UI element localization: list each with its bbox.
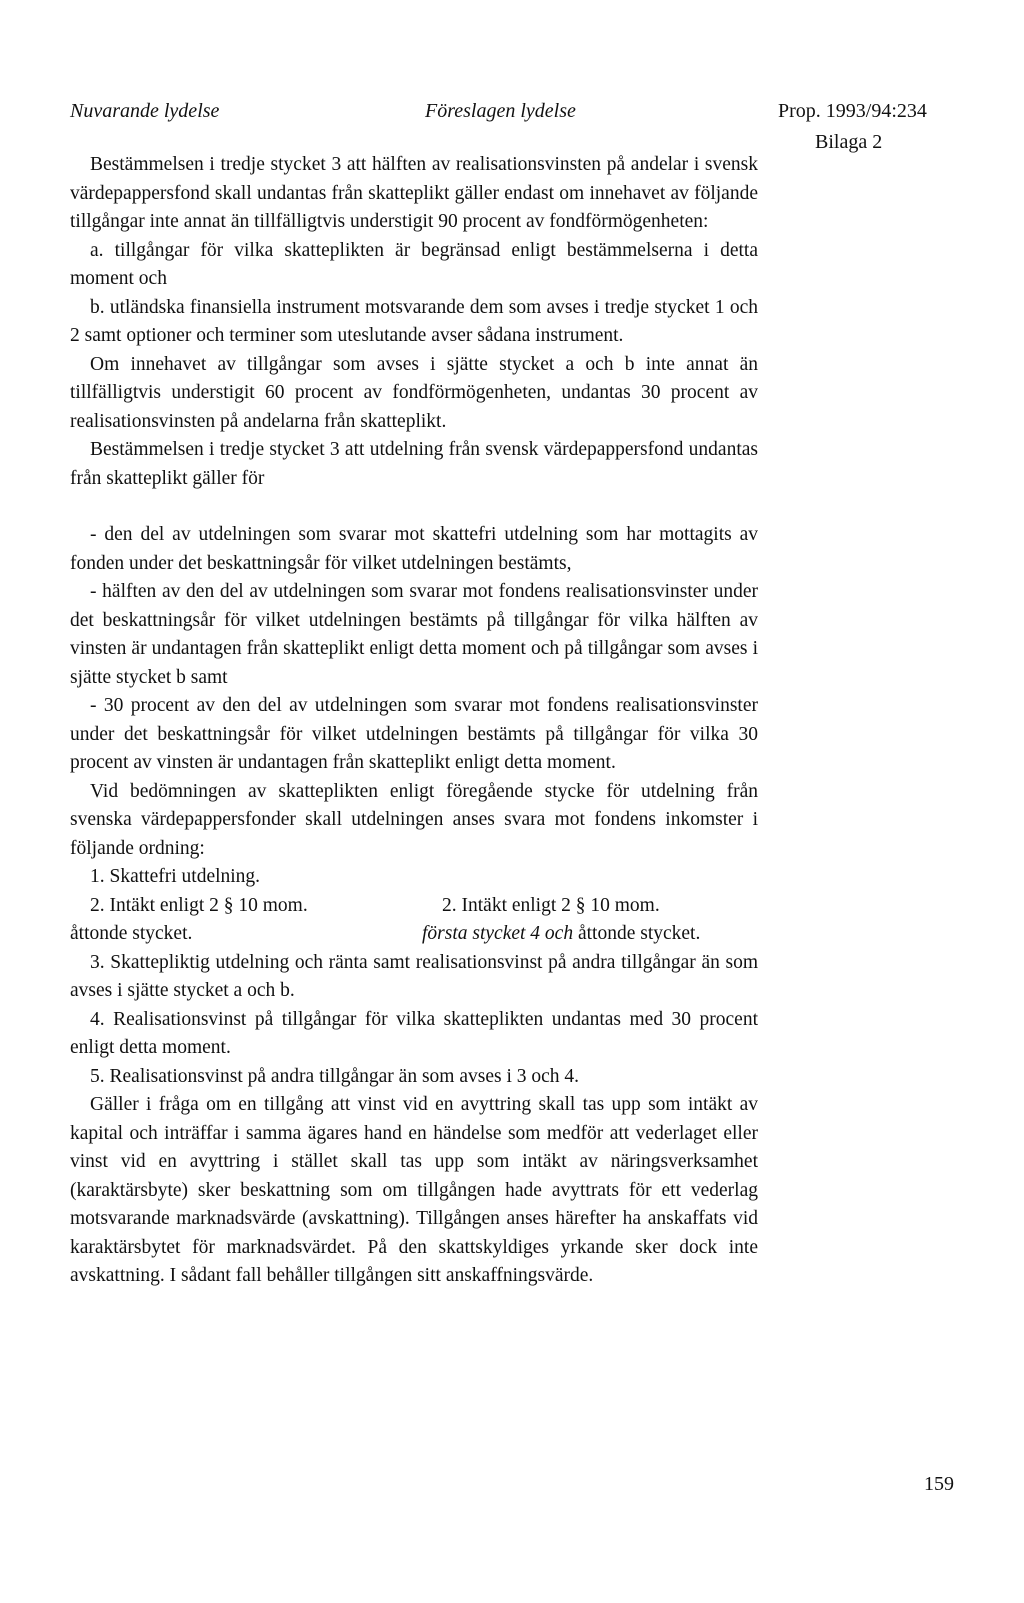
column-heading-current: Nuvarande lydelse — [70, 100, 220, 122]
column-heading-proposed: Föreslagen lydelse — [425, 100, 576, 122]
proposed-line-2 — [422, 920, 758, 949]
appendix-label: Bilaga 2 — [815, 131, 883, 153]
paragraph: Gäller i fråga om en tillgång att vinst vid en avyttring skall tas upp som intäkt av kapital och inträffar i samma ägares hand en händelse som medför att vederlaget eller vinst vid en avyttring i stället skall tas upp som intäkt av näringsverksamhet (karaktärsbyte) sker beskattning som om tillgången hade avyttrats för ett vederlag motsvarande marknadsvärde (avskattning). Tillgången anses härefter ha anskaffats vid karaktärsbytet för marknadsvärdet. På den skattskyldiges yrkande sker dock inte avskattning. I sådant fall behåller tillgången sitt anskaffningsvärde. — [70, 1094, 758, 1286]
list-item: - den del av utdelningen som svarar mot skattefri utdelning som har mottagits av fonden under det beskattningsår för vilket utdelningen bestämts, — [70, 524, 758, 574]
paragraph: Vid bedömningen av skatteplikten enligt föregående stycke för utdelning från svenska värdepappersfonder skall utdelningen anses svara mot fondens inkomster i följande ordning: — [70, 780, 758, 859]
proposed-italic-text: första stycket 4 och — [422, 923, 574, 944]
current-wording — [70, 892, 406, 949]
list-item: 5. Realisationsvinst på andra tillgångar än som avses i 3 och 4. — [90, 1065, 580, 1087]
list-item: - 30 procent av den del av utdelningen som svarar mot fondens realisationsvinster under det beskattningsår för vilket utdelningen bestämts på tillgångar för vilka 30 procent av vinsten är undantagen från skatteplikt enligt detta moment. — [70, 695, 758, 773]
paragraph: Bestämmelsen i tredje stycket 3 att hälften av realisationsvinsten på andelar i svensk värdepappersfond skall undantas från skatteplikt gäller endast om innehavet av följande tillgångar inte annat än tillfälligtvis understigit 90 procent av fondförmögenheten: — [70, 154, 758, 232]
paragraph: Bestämmelsen i tredje stycket 3 att utdelning från svensk värdepappersfond undantas från skatteplikt gäller för — [70, 439, 758, 489]
list-item: a. tillgångar för vilka skatteplikten är begränsad enligt bestämmelserna i detta moment och — [70, 239, 758, 289]
proposed-wording — [422, 892, 758, 949]
list-item: 3. Skattepliktig utdelning och ränta samt realisationsvinst på andra tillgångar än som avses i sjätte stycket a och b. — [70, 951, 758, 1001]
document-body — [70, 151, 758, 1291]
current-line-2: åttonde stycket. — [70, 923, 193, 944]
comparison-row — [70, 892, 758, 949]
list-item: 1. Skattefri utdelning. — [90, 866, 261, 887]
spacer — [70, 493, 758, 521]
current-line-1: 2. Intäkt enligt 2 § 10 mom. — [90, 894, 308, 916]
list-item: 4. Realisationsvinst på tillgångar för vilka skatteplikten undantas med 30 procent enligt detta moment. — [70, 1008, 758, 1058]
proposed-rest-text: åttonde stycket. — [573, 923, 701, 944]
paragraph: Om innehavet av tillgångar som avses i sjätte stycket a och b inte annat än tillfälligtvis understigit 60 procent av fondförmögenheten, undantas 30 procent av realisationsvinsten på andelarna från skatteplikt. — [70, 353, 758, 432]
list-item: - hälften av den del av utdelningen som svarar mot fondens realisationsvinster under det beskattningsår för vilket utdelningen bestämts på tillgångar för vilka hälften av vinsten är undantagen från skatteplikt enligt detta moment och på tillgångar som avses i sjätte stycket b samt — [70, 581, 758, 688]
list-item: b. utländska finansiella instrument motsvarande dem som avses i tredje stycket 1 och 2 samt optioner och terminer som uteslutande avser sådana instrument. — [70, 296, 758, 346]
proposition-reference: Prop. 1993/94:234 — [778, 100, 927, 122]
page-number: 159 — [924, 1473, 954, 1495]
proposed-line-1: 2. Intäkt enligt 2 § 10 mom. — [442, 894, 660, 916]
